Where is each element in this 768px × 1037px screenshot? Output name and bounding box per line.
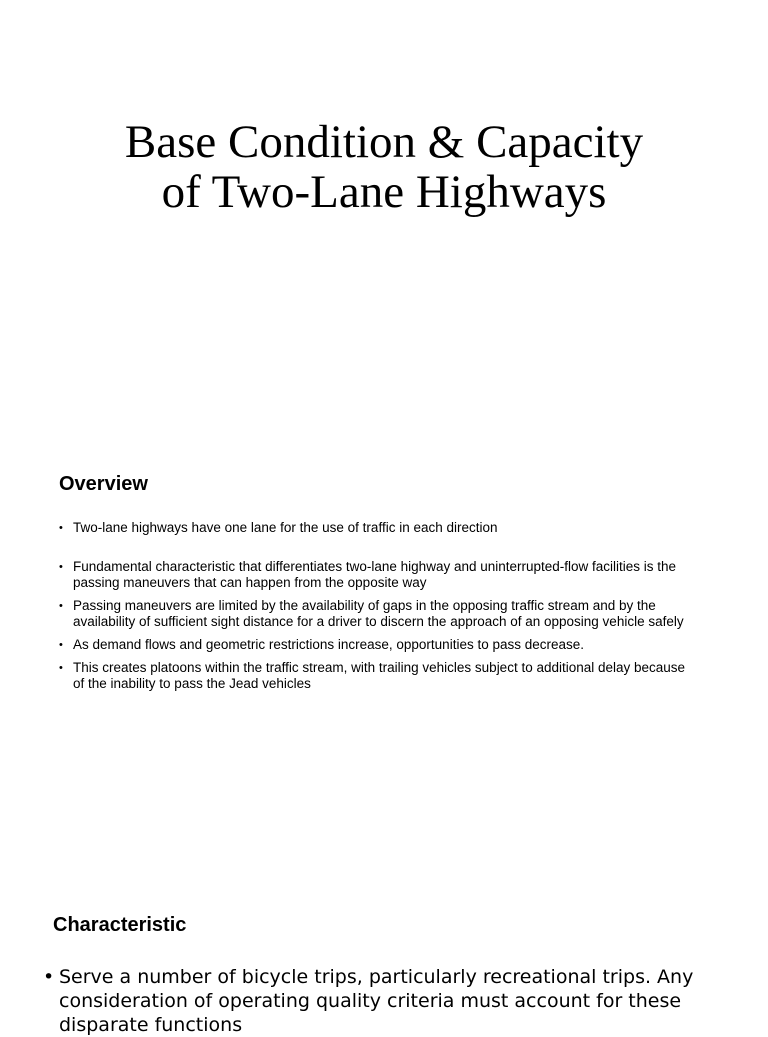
characteristic-item: • Serve a number of bicycle trips, particularly recreational trips. Any consideration of operating quality criteria must account for these disparate functions <box>43 965 703 1037</box>
title-line-1: Base Condition & Capacity <box>124 116 644 168</box>
page-title <box>0 117 768 217</box>
overview-item: • Fundamental characteristic that differentiates two-lane highway and uninterrupted-flow facilities is the passing maneuvers that can happen from the opposite way <box>59 559 689 591</box>
characteristic-heading: Characteristic <box>53 914 187 936</box>
characteristic-list <box>43 965 703 1037</box>
overview-heading: Overview <box>59 473 148 495</box>
overview-item: • This creates platoons within the traffic stream, with trailing vehicles subject to additional delay because of the inability to pass the Jead vehicles <box>59 660 689 692</box>
overview-list <box>59 520 689 692</box>
title-line-2: of Two-Lane Highways <box>161 166 607 218</box>
overview-item: • Passing maneuvers are limited by the availability of gaps in the opposing traffic stream and by the availability of sufficient sight distance for a driver to discern the approach of an opposing vehicle safely <box>59 598 689 630</box>
overview-item: • Two-lane highways have one lane for the use of traffic in each direction <box>59 520 689 536</box>
overview-item: • As demand flows and geometric restrictions increase, opportunities to pass decrease. <box>59 637 689 653</box>
